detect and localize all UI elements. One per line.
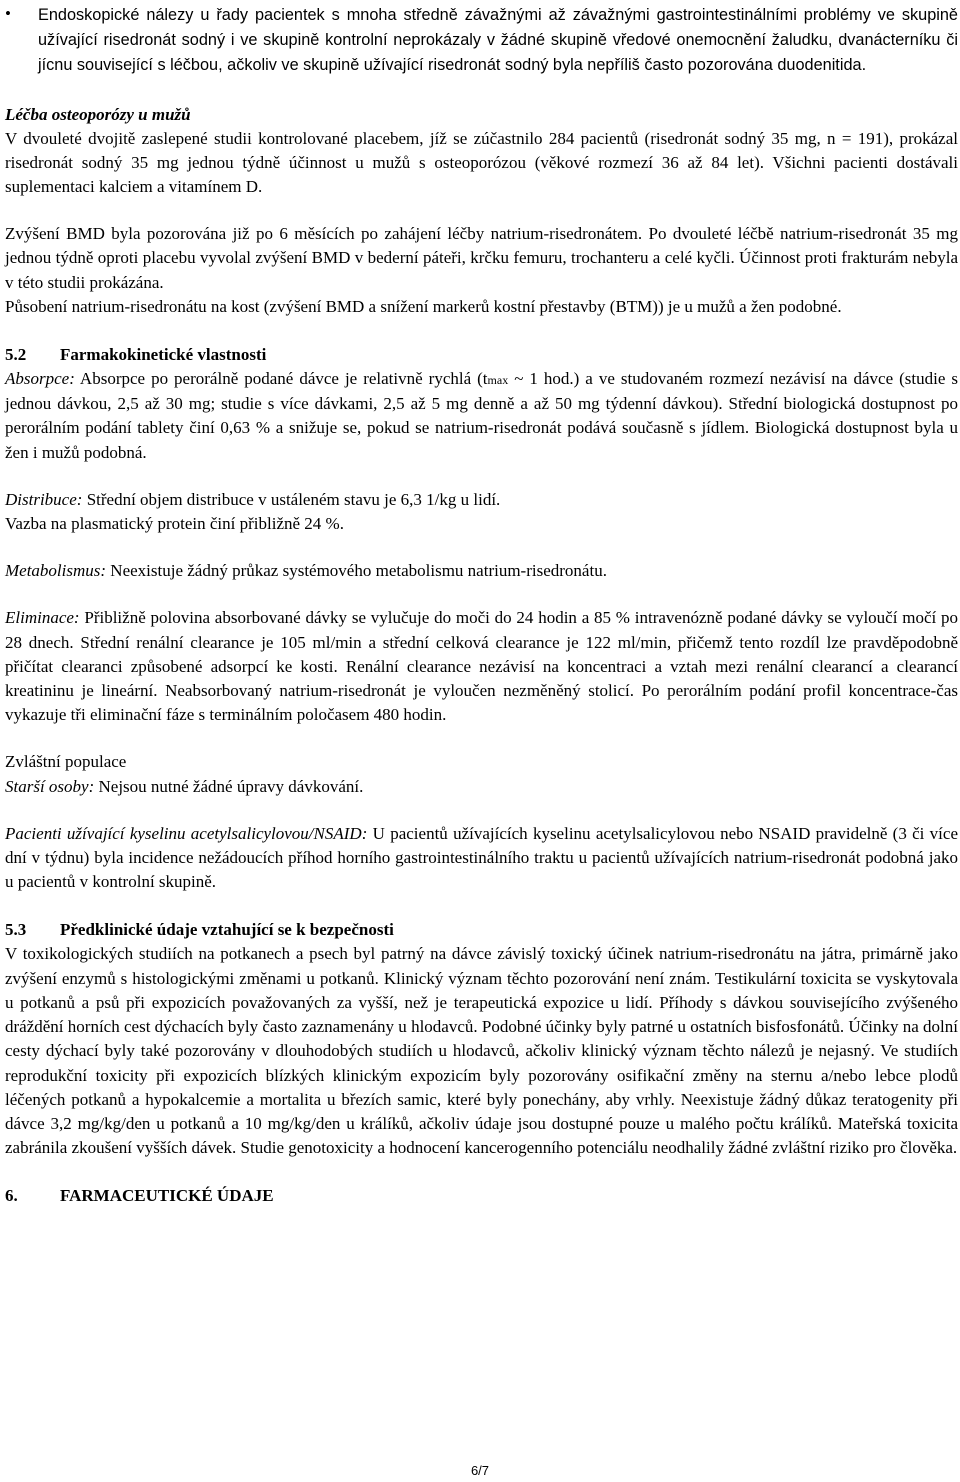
section-6-heading [5, 1183, 958, 1208]
section-5-3-number: 5.3 [5, 920, 27, 940]
absorption-paragraph [5, 367, 958, 465]
section-5-3-heading [5, 917, 958, 942]
section-5-3-title: Předklinické údaje vztahující se k bezpečnosti [60, 920, 394, 940]
section-6-number: 6. [5, 1186, 18, 1206]
section-5-2-number: 5.2 [5, 345, 27, 365]
nsaid-text: U pacientů užívajících kyselinu acetylsalicylovou nebo NSAID pravidelně (3 či více dní v týdnu) byla incidence nežádoucích příhod horního gastrointestinálního traktu u pacientů užívajících natrium-risedronát podobná jako u pacientů v kontrolní skupině. [5, 823, 958, 892]
distribution-label: Distribuce: [5, 489, 83, 509]
men-osteoporosis-heading: Léčba osteoporózy u mužů [5, 104, 191, 124]
elimination-label: Eliminace: [5, 608, 80, 628]
elimination-paragraph [5, 606, 958, 727]
nsaid-paragraph [5, 822, 958, 895]
section-5-2-heading [5, 342, 958, 367]
section-5-2-title: Farmakokinetické vlastnosti [60, 345, 267, 365]
men-paragraph-1: V dvouleté dvojitě zaslepené studii kontrolované placebem, jíž se zúčastnilo 284 pacientů (risedronát sodný 35 mg, n = 191), prokázal risedronát sodný 35 mg jednou týdně účinnost u mužů s osteoporózou (věkové rozmezí 36 až 84 let). Všichni pacienti dostávali suplementaci kalciem a vitamínem D. [5, 128, 958, 197]
special-populations-heading: Zvláštní populace [5, 752, 127, 772]
metabolism-label: Metabolismus: [5, 561, 107, 581]
distribution-paragraph-2: Vazba na plasmatický protein činí přibližně 24 %. [5, 514, 344, 534]
bullet-item [5, 3, 958, 79]
metabolism-paragraph [5, 559, 958, 583]
distribution-text: Střední objem distribuce v ustáleném stavu je 6,3 1/kg u lidí. [82, 489, 501, 509]
elderly-text: Nejsou nutné žádné úpravy dávkování. [94, 776, 364, 796]
elimination-text: Přibližně polovina absorbované dávky se vylučuje do moči do 24 hodin a 85 % intravenózně podané dávky se vyloučí močí po 28 dnech. Střední renální clearance je 105 ml/min a střední celková clearance je 122 ml/min, přičemž tento rozdíl lze pravděpodobně přičítat clearanci způsobené adsorpcí ke kosti. Renální clearance nezávisí na koncentraci a vztah mezi renální clearancí a clearancí kreatininu je lineární. Neabsorbovaný natrium-risedronát je vyloučen nezměněný stolicí. Po perorálním podání profil koncentrace-čas vykazuje tři eliminační fáze s terminálním poločasem 480 hodin. [5, 608, 958, 725]
distribution-paragraph [5, 488, 958, 512]
bullet-paragraph-text: Endoskopické nálezy u řady pacientek s mnoha středně závažnými až závažnými gastrointestinálními problémy ve skupině užívající risedronát sodný i ve skupině kontrolní neprokázaly v žádné skupině vředové onemocnění žaludku, dvanácterníku či jícnu související s léčbou, ačkoliv ve skupině užívající risedronát sodný byla nepříliš často pozorována duodenitida. [38, 6, 958, 75]
elderly-paragraph [5, 775, 958, 799]
bullet-marker: • [5, 4, 11, 23]
preclinical-paragraph: V toxikologických studiích na potkanech a psech byl patrný na dávce závislý toxický účinek natrium-risedronátu na játra, primárně jako zvýšení enzymů s histologickými změnami u potkanů. Klinický význam těchto pozorování není znám. Testikulární toxicita se vyskytovala u potkanů a psů při expozicích považovaných za vyšší, než je terapeutická expozice u lidí. Příhody s dávkou souvisejícího zvýšeného dráždění horních cest dýchacích byly často zaznamenány u hlodavců. Podobné účinky byly patrné u ostatních bisfosfonátů. Účinky na dolní cesty dýchací byly také pozorovány v dlouhodobých studiích u hlodavců, ačkoliv klinický význam těchto nálezů je nejasný. Ve studiích reprodukční toxicity při expozicích blízkých klinickým expozicím byly pozorovány osifikační změny na sternu a/nebo lebce plodů léčených potkanů a hypokalcemie a mortalita u březích samic, které byly ponechány, aby vrhly. Neexistuje žádný důkaz teratogenity při dávce 3,2 mg/kg/den u potkanů a 10 mg/kg/den u králíků, ačkoliv údaje jsou dostupné pouze u malého počtu králíků. Mateřská toxicita zabránila zkoušení vyšších dávek. Studie genotoxicity a hodnocení kancerogenního potenciálu neodhalily žádné zvláštní riziko pro člověka. [5, 944, 958, 1158]
nsaid-label: Pacienti užívající kyselinu acetylsalicylovou/NSAID: [5, 823, 368, 843]
elderly-label: Starší osoby: [5, 776, 95, 796]
men-paragraph-2: Zvýšení BMD byla pozorována již po 6 měsících po zahájení léčby natrium-risedronátem. Po dvouleté léčbě natrium-risedronát 35 mg jednou týdně oproti placebu vyvolal zvýšení BMD v bederní páteři, krčku femuru, trochanteru a celé kyčli. Účinnost proti frakturám nebyla v této studii prokázána. [5, 224, 958, 292]
section-6-title: FARMACEUTICKÉ ÚDAJE [60, 1186, 274, 1206]
page-number: 6/7 [470, 1463, 490, 1478]
absorption-text-a: Absorpce po perorálně podané dávce je relativně rychlá (t [74, 369, 488, 389]
document-page [5, 0, 958, 1208]
absorption-text-b: ~ 1 hod.) a ve studovaném rozmezí nezávisí na dávce (studie s jednou dávkou, 2,5 až 30 mg; studie s více dávkami, 2,5 až 5 mg denně a až 50 mg týdenní dávkou). Střední biologická dostupnost po perorálním podání tablety činí 0,63 % a snižuje se, pokud se natrium-risedronát podává současně s jídlem. Biologická dostupnost byla u žen i mužů podobná. [5, 369, 958, 462]
metabolism-text: Neexistuje žádný průkaz systémového metabolismu natrium-risedronátu. [106, 561, 607, 581]
absorption-subscript: max [487, 373, 509, 388]
absorption-label: Absorpce: [5, 369, 75, 389]
men-paragraph-3: Působení natrium-risedronátu na kost (zvýšení BMD a snížení markerů kostní přestavby (BTM)) je u mužů a žen podobné. [5, 296, 842, 316]
